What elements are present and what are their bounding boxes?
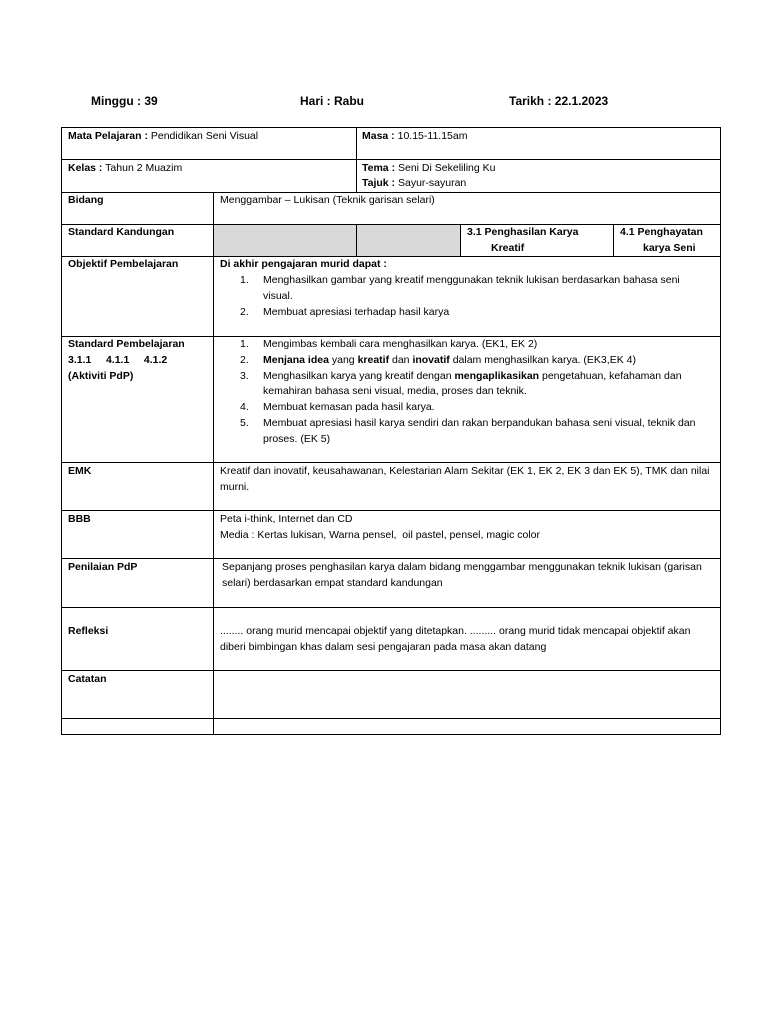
penilaian-label: Penilaian PdP <box>68 561 138 573</box>
standard-kandungan-label: Standard Kandungan <box>68 226 175 238</box>
list-item: 2. Membuat apresiasi terhadap hasil karya <box>240 305 450 318</box>
list-item: 1. Menghasilkan gambar yang kreatif menggunakan teknik lukisan berdasarkan bahasa seni visual. <box>240 274 680 302</box>
masa-cell <box>362 129 467 145</box>
catatan-label: Catatan <box>68 673 107 685</box>
refleksi-value: ........ orang murid mencapai objektif yang ditetapkan. ......... orang murid tidak mencapai objektif akan diberi bimbingan khas dalam sesi pengajaran pada masa akan datang <box>220 625 691 653</box>
penilaian-value: Sepanjang proses penghasilan karya dalam bidang menggambar menggunakan teknik lukisan (garisan selari) berdasarkan empat standard kandungan <box>222 561 702 589</box>
table-border <box>61 127 62 735</box>
shaded-cell <box>357 225 460 256</box>
table-border <box>61 510 721 511</box>
shaded-cell <box>214 225 356 256</box>
table-border <box>61 127 721 128</box>
bbb-line1: Peta i-think, Internet dan CD <box>220 513 353 525</box>
table-border <box>61 462 721 463</box>
sk-4-1-line2: karya Seni <box>643 242 696 254</box>
table-border <box>61 734 721 735</box>
list-item: 4. Membuat kemasan pada hasil karya. <box>240 401 435 414</box>
sp-label-line2: 3.1.1 4.1.1 4.1.2 <box>68 354 168 366</box>
table-border <box>213 192 214 735</box>
table-border <box>356 127 357 192</box>
masa-label: Masa : <box>362 130 395 142</box>
list-item: 1. Mengimbas kembali cara menghasilkan karya. (EK1, EK 2) <box>240 338 538 350</box>
table-border <box>460 224 461 256</box>
sp-label-line3: (Aktiviti PdP) <box>68 370 134 382</box>
kelas-label: Kelas : <box>68 162 103 174</box>
tajuk-line <box>362 176 466 192</box>
kelas-value: Tahun 2 Muazim <box>105 162 183 174</box>
mata-pelajaran-cell <box>68 129 258 145</box>
table-border <box>61 159 721 160</box>
refleksi-label: Refleksi <box>68 625 109 637</box>
list-item: 2. Menjana idea yang kreatif dan inovatif dalam menghasilkan karya. (EK3,EK 4) <box>240 353 636 366</box>
kelas-cell <box>68 161 182 177</box>
objektif-list <box>218 273 708 320</box>
objektif-intro: Di akhir pengajaran murid dapat : <box>220 258 387 270</box>
objektif-label: Objektif Pembelajaran <box>68 258 179 270</box>
bbb-label: BBB <box>68 513 91 525</box>
emk-value: Kreatif dan inovatif, keusahawanan, Kelestarian Alam Sekitar (EK 1, EK 2, EK 3 dan EK 5), TMK dan nilai murni. <box>220 465 710 493</box>
table-border <box>613 224 614 256</box>
tema-line <box>362 161 495 177</box>
tarikh-label: Tarikh : 22.1.2023 <box>509 94 609 108</box>
tema-value: Seni Di Sekeliling Ku <box>398 162 496 174</box>
hari-label: Hari : Rabu <box>300 94 365 108</box>
tema-label: Tema : <box>362 162 396 174</box>
bbb-line2: Media : Kertas lukisan, Warna pensel, oil pastel, pensel, magic color <box>220 529 541 541</box>
table-border <box>61 558 721 559</box>
mata-pelajaran-value: Pendidikan Seni Visual <box>150 130 259 142</box>
sk-3-1-line1: 3.1 Penghasilan Karya <box>467 226 579 238</box>
sk-4-1-line1: 4.1 Penghayatan <box>620 226 703 238</box>
tajuk-label: Tajuk : <box>362 177 396 189</box>
table-border <box>356 224 357 256</box>
masa-value: 10.15-11.15am <box>397 130 468 142</box>
bidang-label: Bidang <box>68 194 104 206</box>
table-border <box>720 127 721 735</box>
bidang-value: Menggambar – Lukisan (Teknik garisan selari) <box>220 194 435 206</box>
tajuk-value: Sayur-sayuran <box>397 177 467 189</box>
table-border <box>61 718 721 719</box>
mata-pelajaran-label: Mata Pelajaran : <box>68 130 148 142</box>
sk-3-1-line2: Kreatif <box>491 242 525 254</box>
list-item: 5. Membuat apresiasi hasil karya sendiri dan rakan berpandukan bahasa seni visual, teknik dan proses. (EK 5) <box>240 416 696 445</box>
sp-label-line1: Standard Pembelajaran <box>68 338 185 350</box>
emk-label: EMK <box>68 465 92 477</box>
table-border <box>61 670 721 671</box>
minggu-label: Minggu : 39 <box>91 94 158 108</box>
table-border <box>61 607 721 608</box>
list-item: 3. Menghasilkan karya yang kreatif dengan mengaplikasikan pengetahuan, kefahaman dan kemahiran bahasa seni visual, media, proses dan teknik. <box>240 369 682 398</box>
standard-pembelajaran-list <box>218 337 713 448</box>
